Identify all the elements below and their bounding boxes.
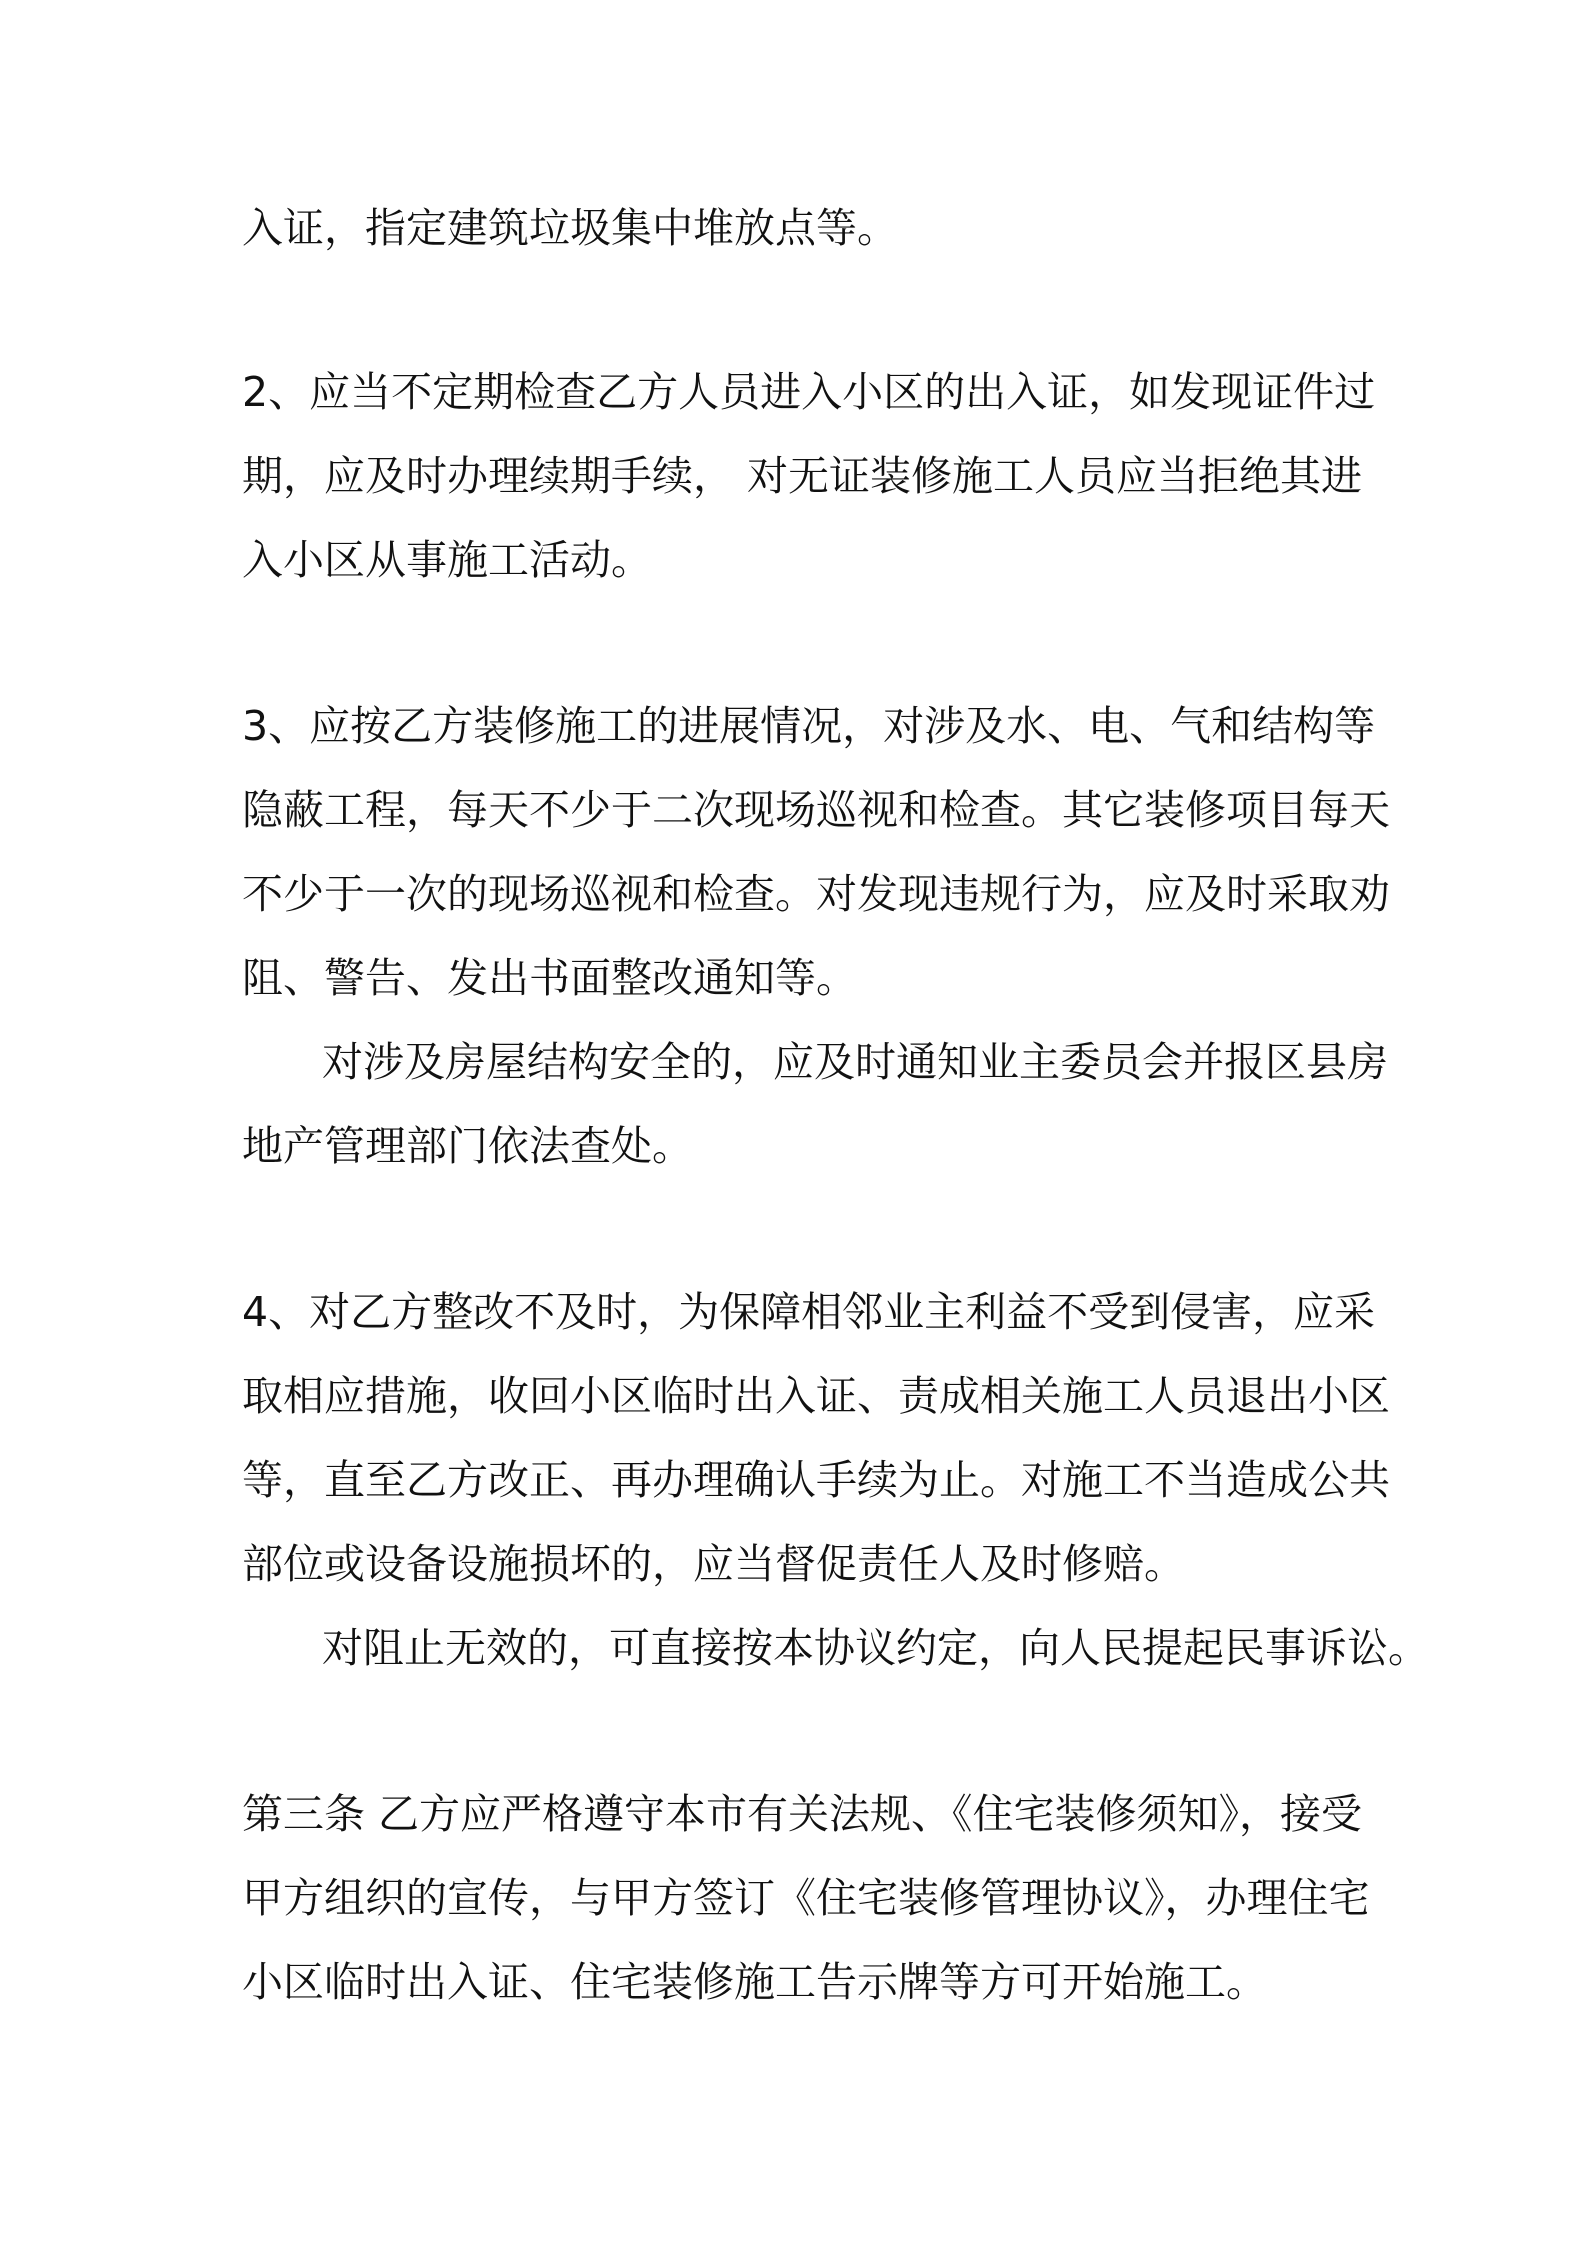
text-line: 2、应当不定期检查乙方人员进入小区的出入证，如发现证件过 [242, 368, 1376, 416]
text-line: 等，直至乙方改正、再办理确认手续为止。对施工不当造成公共 [242, 1456, 1390, 1504]
text-line: 期，应及时办理续期手续， 对无证装修施工人员应当拒绝其进 [242, 452, 1363, 500]
text-line: 部位或设备设施损坏的，应当督促责任人及时修赔。 [242, 1540, 1185, 1588]
text-line: 甲方组织的宣传，与甲方签订《住宅装修管理协议》，办理住宅 [242, 1874, 1370, 1922]
text-line-indented: 对阻止无效的，可直接按本协议约定，向人民提起民事诉讼。 [322, 1624, 1429, 1672]
text-line: 不少于一次的现场巡视和检查。对发现违规行为，应及时采取劝 [242, 870, 1390, 918]
text-line: 第三条 乙方应严格遵守本市有关法规、《住宅装修须知》，接受 [242, 1790, 1363, 1838]
text-line: 地产管理部门依法查处。 [242, 1122, 693, 1170]
text-line-indented: 对涉及房屋结构安全的，应及时通知业主委员会并报区县房 [322, 1038, 1388, 1086]
text-line: 入小区从事施工活动。 [242, 536, 652, 584]
text-line: 小区临时出入证、住宅装修施工告示牌等方可开始施工。 [242, 1958, 1267, 2006]
text-line: 入证，指定建筑垃圾集中堆放点等。 [242, 204, 898, 252]
text-line: 阻、警告、发出书面整改通知等。 [242, 954, 857, 1002]
text-line: 隐蔽工程，每天不少于二次现场巡视和检查。其它装修项目每天 [242, 786, 1390, 834]
text-line: 取相应措施，收回小区临时出入证、责成相关施工人员退出小区 [242, 1372, 1390, 1420]
text-line: 4、对乙方整改不及时，为保障相邻业主利益不受到侵害，应采 [242, 1288, 1376, 1336]
text-line: 3、应按乙方装修施工的进展情况，对涉及水、电、气和结构等 [242, 702, 1376, 750]
